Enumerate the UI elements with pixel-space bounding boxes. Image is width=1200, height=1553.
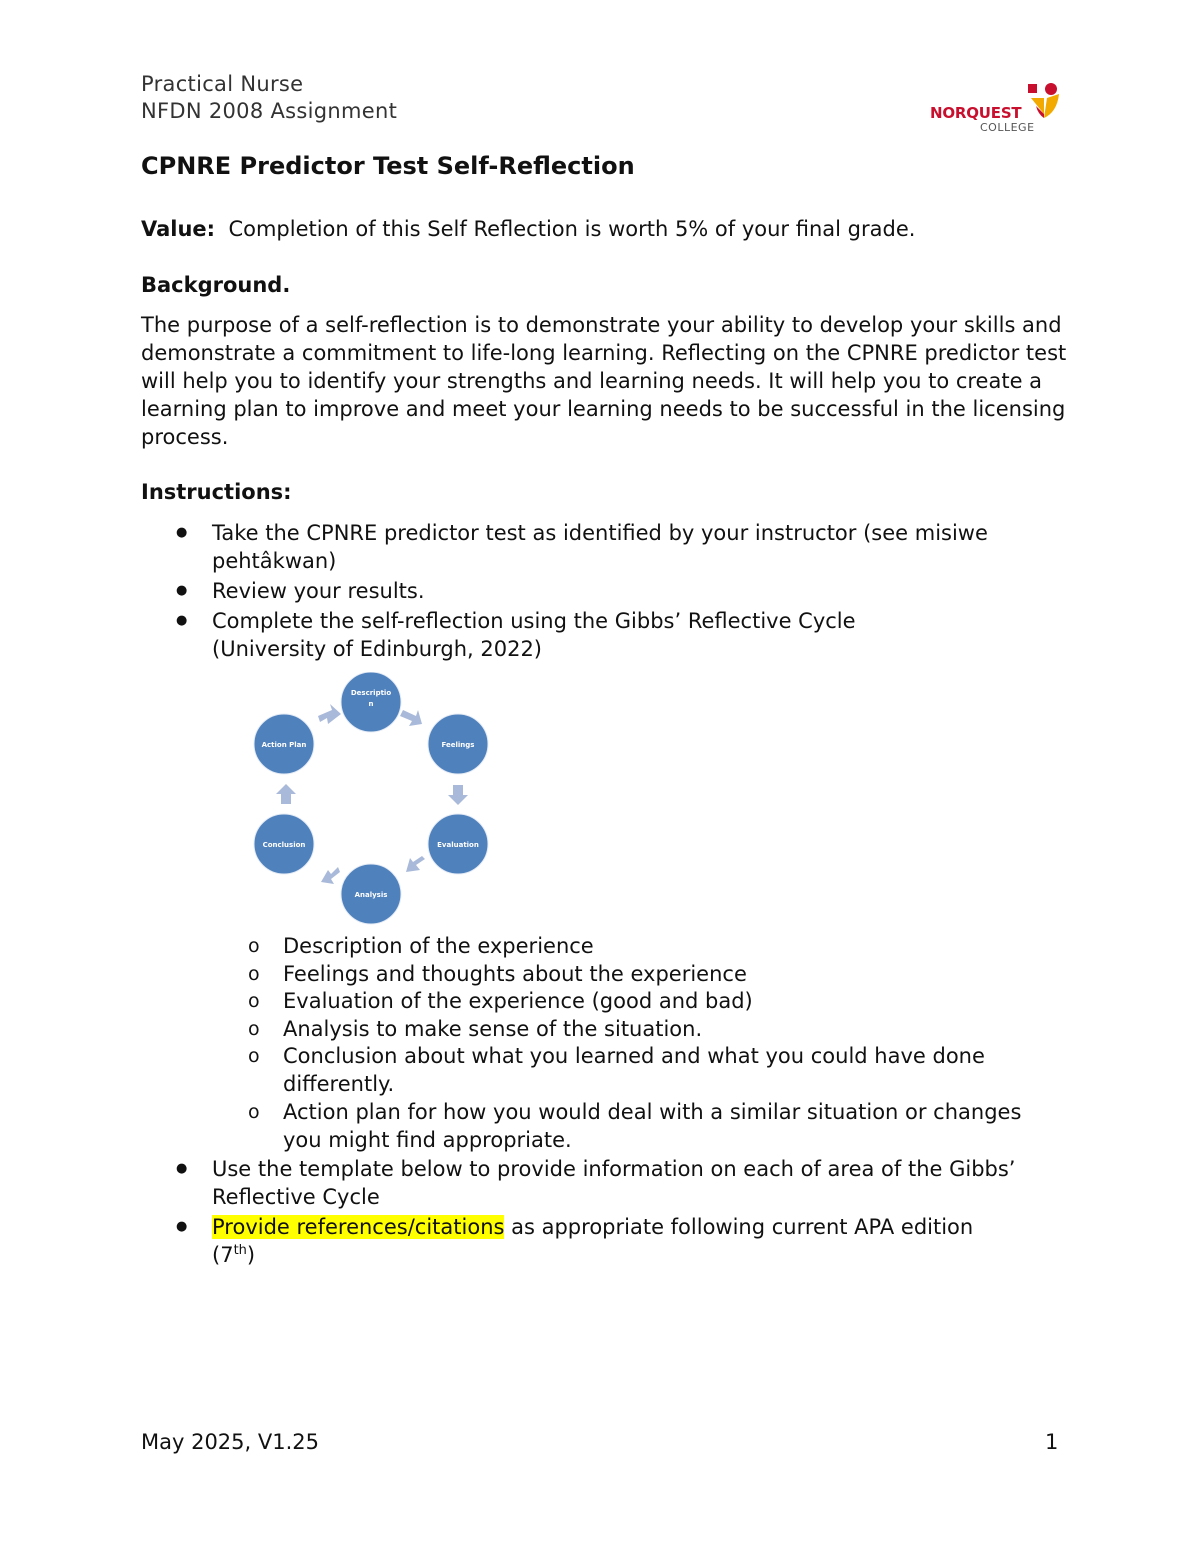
- list-item: o Conclusion about what you learned and what you could have done differently.: [283, 1042, 1013, 1098]
- arrow-icon: [448, 785, 468, 805]
- header-course: NFDN 2008 Assignment: [141, 99, 398, 123]
- list-item: ● Complete the self-reflection using the Gibbs’ Reflective Cycle (University of Edinburgh, 2022): [212, 607, 972, 663]
- gibbs-sublist: [212, 932, 1083, 1153]
- page-title: CPNRE Predictor Test Self-Reflection: [141, 152, 635, 180]
- node-analysis: Analysis: [354, 891, 388, 899]
- list-item: o Analysis to make sense of the situation.: [283, 1015, 1083, 1043]
- node-description: Descriptio: [350, 689, 392, 697]
- background-paragraph: The purpose of a self-reflection is to demonstrate your ability to develop your skills and demonstrate a commitment to life-long learning. Reflecting on the CPNRE predictor test will help you to identify your strengths and learning needs. It will help you to create a learning plan to improve and meet your learning needs to be successful in the licensing process.: [141, 313, 1067, 449]
- references-text: as appropriate following current APA edition (7: [212, 1215, 974, 1267]
- norquest-logo: [928, 80, 1063, 140]
- highlighted-text: Provide references/citations: [212, 1215, 505, 1239]
- list-item: o Description of the experience: [283, 932, 1083, 960]
- node-action-plan: Action Plan: [261, 741, 307, 749]
- gibbs-cycle-svg: [248, 672, 498, 934]
- list-item-references: [212, 1213, 1012, 1269]
- background-heading: Background.: [141, 273, 291, 297]
- arrow-icon: [276, 784, 296, 804]
- page-number: 1: [1045, 1430, 1059, 1454]
- list-item: ● Use the template below to provide information on each of area of the Gibbs’ Reflective Cycle: [212, 1155, 1042, 1211]
- node-feelings: Feelings: [441, 741, 475, 749]
- header-program: Practical Nurse: [141, 72, 304, 96]
- value-text: Completion of this Self Reflection is worth 5% of your final grade.: [228, 217, 916, 241]
- value-label: Value:: [141, 217, 216, 241]
- node-evaluation: Evaluation: [437, 841, 479, 849]
- list-item: o Feelings and thoughts about the experience: [283, 960, 1083, 988]
- instructions-list: [141, 519, 1112, 665]
- list-item: ● Review your results.: [212, 577, 1112, 605]
- references-end: ): [246, 1243, 256, 1267]
- logo-subtitle: COLLEGE: [980, 121, 1035, 134]
- arrow-icon: [318, 704, 341, 724]
- instructions-heading: Instructions:: [141, 480, 292, 504]
- node-description-2: n: [368, 700, 374, 708]
- footer-date-version: May 2025, V1.25: [141, 1430, 320, 1454]
- arrow-icon: [400, 710, 422, 726]
- instructions-list-continued: [141, 1155, 1112, 1271]
- logo-wordmark: NORQUEST: [930, 104, 1022, 122]
- value-line: [141, 215, 1071, 243]
- list-item: o Action plan for how you would deal with a similar situation or changes you might find appropriate.: [283, 1098, 1023, 1154]
- gibbs-cycle-diagram: [248, 672, 498, 934]
- list-item: o Evaluation of the experience (good and bad): [283, 987, 1083, 1015]
- node-conclusion: Conclusion: [262, 841, 306, 849]
- arrow-icon: [321, 867, 340, 884]
- superscript: th: [233, 1243, 247, 1258]
- list-item: ● Take the CPNRE predictor test as identified by your instructor (see misiwe pehtâkwan): [212, 519, 1012, 575]
- arrow-icon: [406, 856, 425, 872]
